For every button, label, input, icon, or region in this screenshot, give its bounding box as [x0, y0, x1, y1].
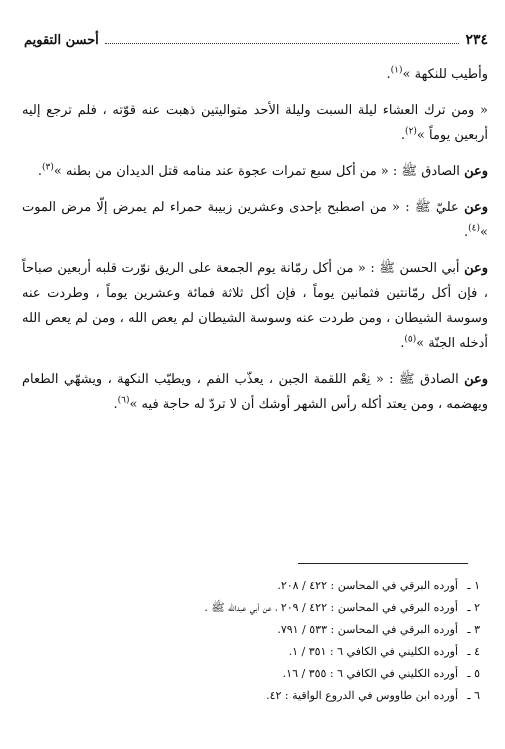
paragraph-lead: وعن [464, 261, 488, 276]
paragraph [22, 256, 488, 356]
paragraph-tail: . [386, 67, 391, 82]
paragraph-tail: . [113, 397, 118, 412]
paragraph-lead: وعن [464, 164, 488, 179]
page-number: ٢٣٤ [465, 32, 488, 48]
paragraph-lead: وعن [464, 372, 488, 387]
footnote [30, 663, 480, 685]
footnote-text: أورده الكليني في الكافي ٦ : ٣٥٥ / ١٦. [282, 667, 458, 680]
footnotes-list [30, 575, 480, 707]
paragraph-text: « ومن ترك العشاء ليلة السبت وليلة الأحد متواليتين ذهبت عنه قوّته ، فلم ترجع إليه أربعين يوماً » [22, 103, 488, 143]
paragraph-tail: . [37, 164, 43, 179]
footnote [30, 685, 480, 707]
paragraph [22, 367, 488, 417]
footnote [30, 597, 480, 619]
footnote-ref: (٣) [42, 162, 54, 173]
footnote-ref: (٥) [404, 334, 417, 345]
paragraph-tail: . [464, 225, 469, 240]
footnote-ref: (١) [390, 65, 403, 76]
footnote-number: ١ ـ [467, 579, 480, 592]
paragraph-text: أبي الحسن ﷺ : « من أكل رمّانة يوم الجمعة على الريق نوّرت قلبه أربعين صباحاً ، فإن أكل رمّانتين فثمانين يوماً ، فإن أكل ثلاثة فمائة وعشرين يوماً ، وطردت عنه وسوسة الشيطان ، ومن طردت عنه وسوسة الشيطان لم يعص الله ، ومن لم يعص الله أدخله الجنّة » [22, 261, 488, 351]
paragraph-text: الصادق ﷺ : « نِعْم اللقمة الجبن ، يعذّب الفم ، ويطيّب النكهة ، ويشهّي الطعام ويهضمه ، ومن يعتد أكله رأس الشهر أوشك أن لا تردّ له حاجة فيه » [22, 372, 488, 412]
paragraph [22, 62, 488, 87]
footnote-number: ٦ ـ [467, 689, 480, 702]
paragraph-tail: . [400, 128, 406, 143]
footnote-number: ٥ ـ [467, 667, 480, 680]
paragraph-tail: . [400, 336, 405, 351]
dotted-leader [105, 43, 460, 44]
body-text [22, 62, 488, 428]
footnote-text: أورده الكليني في الكافي ٦ : ٣٥١ / ١. [288, 645, 458, 658]
footnote-number: ٤ ـ [467, 645, 480, 658]
paragraph-lead: وعن [464, 200, 488, 215]
paragraph [22, 195, 488, 245]
footnote [30, 619, 480, 641]
footnote-text: أورده البرقي في المحاسن : ٥٣٣ / ٧٩١. [277, 623, 458, 636]
footnote [30, 641, 480, 663]
footnote [30, 575, 480, 597]
footnote-ref: (٦) [117, 395, 130, 406]
paragraph-text: عليّ ﷺ : « من اصطبح بإحدى وعشرين زبيبة حمراء لم يمرض إلّا مرض الموت » [22, 200, 488, 240]
footnote-text: أورده البرقي في المحاسن : ٤٢٢ / ٢٠٩ ، عن أبي عبدالله ﷺ . [204, 601, 458, 614]
running-title: أحسن التقويم [24, 32, 99, 48]
footnote-ref: (٢) [405, 126, 417, 137]
footnote-text: أورده ابن طاووس في الدروع الواقية : ٤٢. [266, 689, 458, 702]
footnote-number: ٣ ـ [467, 623, 480, 636]
footnote-number: ٢ ـ [467, 601, 480, 614]
paragraph [22, 98, 488, 148]
footnote-text: أورده البرقي في المحاسن : ٤٢٢ / ٢٠٨. [277, 579, 458, 592]
paragraph-text: وأطيب للنكهة » [402, 67, 488, 82]
paragraph-text: الصادق ﷺ : « من أكل سبع تمرات عجوة عند منامه قتل الديدان من بطنه » [53, 164, 465, 179]
page-header [24, 30, 488, 50]
footnote-ref: (٤) [468, 223, 481, 234]
paragraph [22, 159, 488, 184]
footnote-divider [298, 563, 468, 564]
